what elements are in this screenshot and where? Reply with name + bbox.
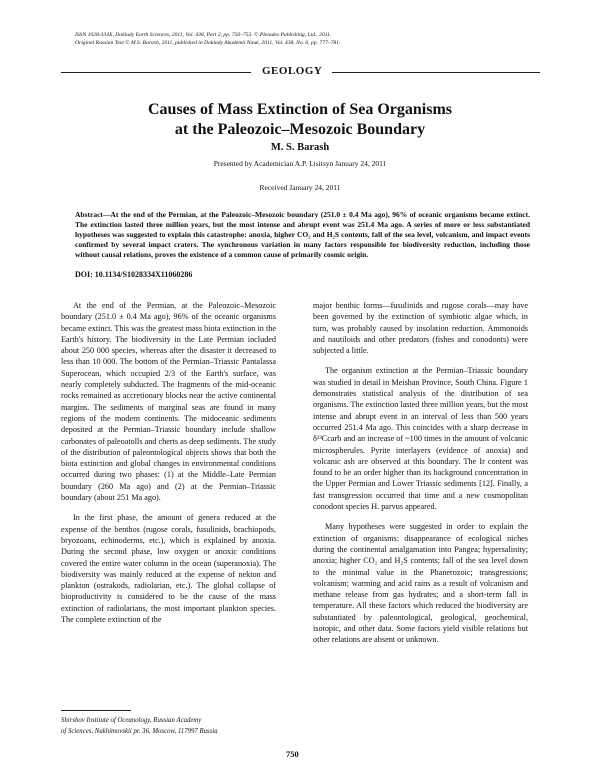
column-left <box>61 300 276 634</box>
section-heading: GEOLOGY <box>262 65 323 77</box>
paragraph: In the first phase, the amount of genera reduced at the expense of the benthos (rugose corals, fusulinids, brachiopods, bryozoans, echinoderms, etc.), which is explained by anoxia. During the second phase, low oxygen or anoxic conditions covered the entire water column in the ocean (superanoxia). The biodiversity was mainly reduced at the expense of nekton and plankton (ostrakods, radiolarian, etc.). The global collapse of bioproductivity is considered to be the cause of the mass extinction of radiolarians, the most important plankton species. The complete extinction of the <box>61 513 276 625</box>
received-date: Received January 24, 2011 <box>259 183 341 192</box>
doi: DOI: 10.1134/S1028334X11060286 <box>75 270 193 279</box>
page-number: 750 <box>286 749 299 759</box>
title-line-1: Causes of Mass Extinction of Sea Organisms <box>147 101 452 118</box>
footnote-line1: Shirshov Institute of Oceanology, Russian Academy <box>61 717 202 724</box>
footnote-rule <box>61 710 131 711</box>
affiliation-footnote <box>61 715 218 737</box>
journal-header <box>75 31 340 47</box>
journal-header-line1: ISSN 1028-334X, Doklady Earth Sciences, 2011, Vol. 438, Part 2, pp. 750–753. © Pleiades Publishing, Ltd., 2011. <box>75 32 332 38</box>
journal-header-line2: Original Russian Text © M.S. Barash, 2011, published in Doklady Akademii Nauk, 2011, Vol. 438, No. 6, pp. 777–781. <box>75 40 341 46</box>
column-right <box>313 300 528 655</box>
section-rule-right <box>332 72 540 73</box>
author: M. S. Barash <box>270 142 330 153</box>
footnote-line2: of Sciences, Nakhimovskii pr. 36, Moscow, 117997 Russia <box>61 728 218 735</box>
paragraph: major benthic forms—fusulinids and rugose corals—may have been governed by the extinction of symbiotic algae which, in turn, was probably caused by insolation reduction. Ammonoids and nautiloids and other predators (fishes and conodonts) were subjected a little. <box>313 301 528 356</box>
abstract-text: —At the end of the Permian, at the Paleozoic–Mesozoic boundary (251.0 ± 0.4 Ma ago), 96% of oceanic organisms became extinct. The extinction lasted three million years, but the most intense and abrupt event was 251.4 Ma ago. A series of more or less substantiated hypotheses was suggested to explain this catastrophe: anoxia, higher CO₂ and H₂S contents, fall of the sea level, volcanism, and impact events confirmed by several impact craters. The synchronous variation in many factors responsible for biodiversity reduction, including those without causal relations, proves the existence of a common cause of primarily cosmic origin. <box>75 210 530 259</box>
abstract-label: Abstract <box>75 210 103 219</box>
presented-by: Presented by Academician A.P. Lisitsyn January 24, 2011 <box>213 159 387 168</box>
abstract <box>75 210 530 260</box>
paragraph: Many hypotheses were suggested in order to explain the extinction of organisms: disappearance of ecological niches during the continental amalgamation into Pangea; hypersalinity; anoxia; higher CO₂ and H₂S contents; fall of the sea level down to the minimal value in the Phanerozoic; transgressions; volcanism; warming and acid rains as a result of volcanism and methane release from gas hydrates; and a short-term fall in temperature. All these factors which reduced the biodiversity are substantiated by paleontological, geological, geochemical, isotopic, and other data. Some factors yield visible relations but other relations are absent or unknown. <box>313 522 528 645</box>
paragraph: The organism extinction at the Permian–Triassic boundary was studied in detail in Meishan Province, South China. Figure 1 demonstrates statistical analysis of the distribution of sea organisms. The extinction lasted three million years, but the most intense and abrupt event in an interval of less than 500 years occurred 251.4 Ma ago. This coincides with a sharp decrease in δ¹³Ccarb and an increase of ~100 times in the amount of volcanic microspherules. Pyrite interlayers (evidence of anoxia) and volcanic ash are observed at this boundary. The Ir content was found to be an order higher than its background concentration in the Upper Permian and Lower Triassic sediments [12]. Finally, a fast transgression occurred that time and a new cosmopolitan conodont species H. parvus appeared. <box>313 366 528 512</box>
paragraph: At the end of the Permian, at the Paleozoic–Mesozoic boundary (251.0 ± 0.4 Ma ago), 96% of the oceanic organisms became extinct. This was the greatest mass biota extinction in the Earth's history. The biodiversity in the Late Permian included about 250 000 species, whereas after the disaster it decreased to less than 10 000. The bottom of the Permian–Triassic Pantalassa Superocean, which occupied 2/3 of the Earth's surface, was nearly completely subducted. The fragments of the mid-oceanic rocks remained as accretionary blocks near the active continental margins. The sediments of marginal seas are found in many regions of the modern continents. The midoceanic sediments deposited at the Permian–Triassic boundary include shallow carbonates of paleoatolls and cherts as deep sediments. The study of the distribution of paleontological objects shows that both the biota extinction and global changes in environmental conditions occurred during two phases: (1) at the Middle–Late Permian boundary (260 Ma ago) and (2) at the Permian–Triassic boundary (about 251 Ma ago). <box>61 301 276 503</box>
section-rule-left <box>61 72 251 73</box>
article-title <box>60 100 540 140</box>
title-line-2: at the Paleozoic–Mesozoic Boundary <box>174 121 426 138</box>
